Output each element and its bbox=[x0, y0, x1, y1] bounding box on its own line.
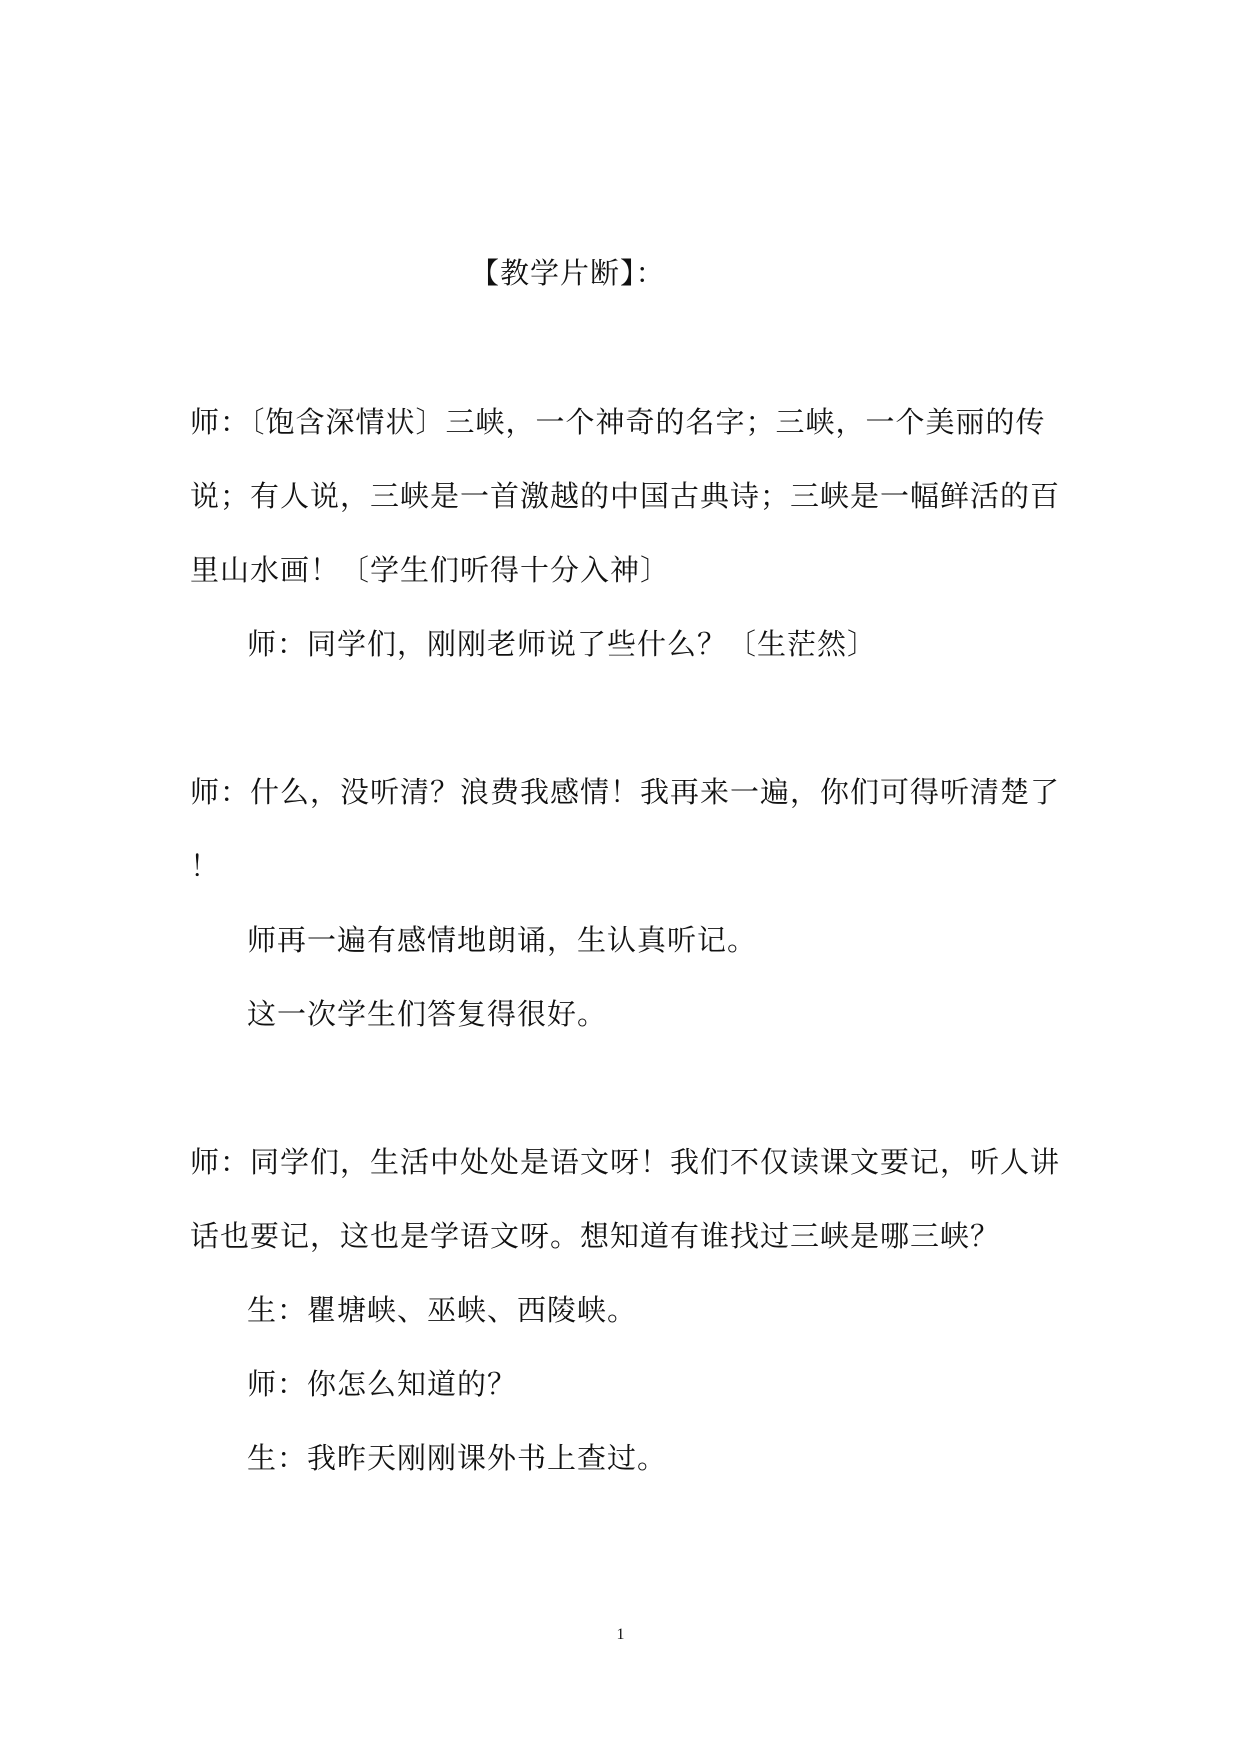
paragraph-line: 话也要记，这也是学语文呀。想知道有谁找过三峡是哪三峡？ bbox=[190, 1219, 1001, 1253]
paragraph-line: 师：什么，没听清？浪费我感情！我再来一遍，你们可得听清楚了 bbox=[190, 775, 1061, 809]
paragraph-line: 里山水画！〔学生们听得十分入神〕 bbox=[190, 553, 671, 587]
page-number: 1 bbox=[616, 1626, 625, 1643]
paragraph-line: ！ bbox=[190, 849, 221, 883]
paragraph-line: 生：瞿塘峡、巫峡、西陵峡。 bbox=[247, 1293, 638, 1327]
paragraph-line: 生：我昨天刚刚课外书上查过。 bbox=[247, 1441, 668, 1475]
section-title: 【教学片断】： bbox=[470, 256, 666, 290]
paragraph-line: 师：你怎么知道的？ bbox=[247, 1367, 518, 1401]
paragraph-line: 师：〔饱含深情状〕三峡，一个神奇的名字；三峡，一个美丽的传 bbox=[190, 405, 1046, 439]
paragraph-line: 师：同学们，刚刚老师说了些什么？〔生茫然〕 bbox=[247, 627, 878, 661]
paragraph-line: 说；有人说，三峡是一首激越的中国古典诗；三峡是一幅鲜活的百 bbox=[190, 479, 1061, 513]
paragraph-line: 这一次学生们答复得很好。 bbox=[247, 997, 608, 1031]
paragraph-line: 师再一遍有感情地朗诵，生认真听记。 bbox=[247, 923, 758, 957]
paragraph-line: 师：同学们，生活中处处是语文呀！我们不仅读课文要记，听人讲 bbox=[190, 1145, 1061, 1179]
